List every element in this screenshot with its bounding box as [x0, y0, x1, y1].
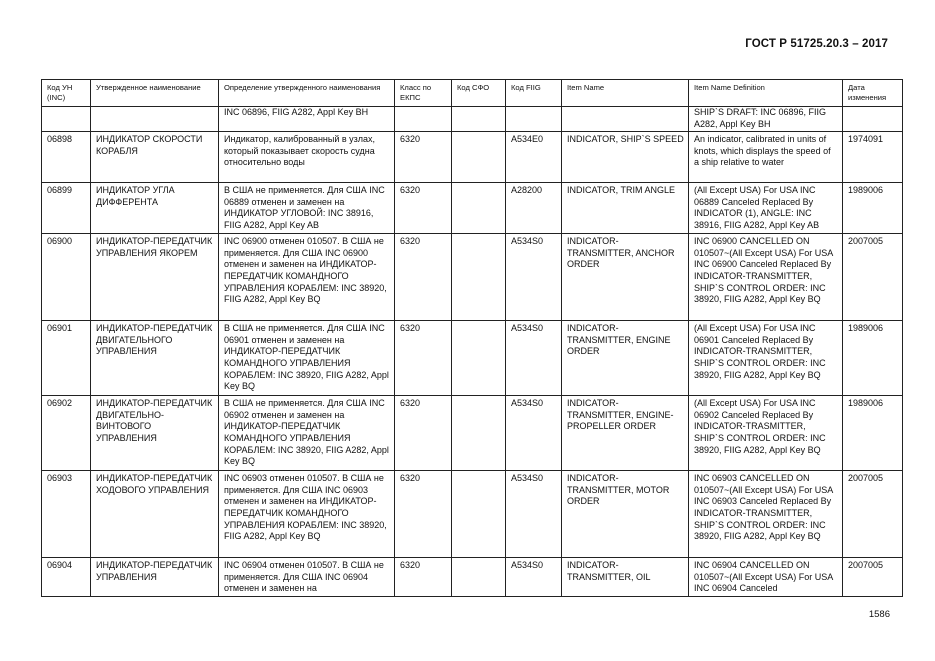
cell-sfo	[452, 558, 506, 597]
cell-item-definition: An indicator, calibrated in units of knots, which displays the speed of a ship relative to water	[689, 132, 843, 183]
cell-code: 06903	[42, 471, 91, 558]
cell-definition: INC 06904 отменен 010507. В США не применяется. Для США INC 06904 отменен и заменен на	[219, 558, 395, 597]
cell-name: ИНДИКАТОР-ПЕРЕДАТЧИК ДВИГАТЕЛЬНО-ВИНТОВОГО УПРАВЛЕНИЯ	[91, 396, 219, 471]
cell-ekps: 6320	[395, 183, 452, 234]
cell-ekps: 6320	[395, 234, 452, 321]
cell-fiig: A28200	[506, 183, 562, 234]
cell-sfo	[452, 107, 506, 132]
table-row	[42, 107, 903, 132]
cell-ekps	[395, 107, 452, 132]
cell-date: 1989006	[843, 321, 903, 396]
cell-code: 06902	[42, 396, 91, 471]
cell-code: 06899	[42, 183, 91, 234]
cell-item-definition: INC 06900 CANCELLED ON 010507~(All Except USA) For USA INC 06900 Canceled Replaced By INDICATOR-TRANSMITTER, SHIP`S CONTROL ORDER: INC 38920, FIIG A282, Appl Key BQ	[689, 234, 843, 321]
cell-item-definition: INC 06903 CANCELLED ON 010507~(All Except USA) For USA INC 06903 Canceled Replaced By INDICATOR-TRANSMITTER, SHIP`S CONTROL ORDER: INC 38920, FIIG A282, Appl Key BQ	[689, 471, 843, 558]
table-row	[42, 471, 903, 558]
cell-item-definition: (All Except USA) For USA INC 06902 Canceled Replaced By INDICATOR-TRASMITTER, SHIP`S CONTROL ORDER: INC 38920, FIIG A282, Appl Key BQ	[689, 396, 843, 471]
table-row	[42, 183, 903, 234]
cell-sfo	[452, 183, 506, 234]
cell-fiig: A534S0	[506, 396, 562, 471]
cell-item-definition: SHIP`S DRAFT: INC 06896, FIIG A282, Appl Key BH	[689, 107, 843, 132]
cell-ekps: 6320	[395, 558, 452, 597]
header-item-definition: Item Name Definition	[689, 80, 843, 107]
cell-ekps: 6320	[395, 471, 452, 558]
cell-code: 06901	[42, 321, 91, 396]
cell-sfo	[452, 396, 506, 471]
table-row	[42, 234, 903, 321]
cell-name: ИНДИКАТОР СКОРОСТИ КОРАБЛЯ	[91, 132, 219, 183]
cell-item-definition: (All Except USA) For USA INC 06901 Canceled Replaced By INDICATOR-TRANSMITTER, SHIP`S CONTROL ORDER: INC 38920, FIIG A282, Appl Key BQ	[689, 321, 843, 396]
cell-sfo	[452, 471, 506, 558]
cell-definition: В США не применяется. Для США INC 06902 отменен и заменен на ИНДИКАТОР-ПЕРЕДАТЧИК КОМАНДНОГО УПРАВЛЕНИЯ КОРАБЛЕМ: INC 38920, FIIG A282, Appl Key BQ	[219, 396, 395, 471]
cell-name: ИНДИКАТОР-ПЕРЕДАТЧИК УПРАВЛЕНИЯ ЯКОРЕМ	[91, 234, 219, 321]
cell-fiig	[506, 107, 562, 132]
standard-designation: ГОСТ Р 51725.20.3 – 2017	[745, 38, 888, 50]
cell-item-definition: INC 06904 CANCELLED ON 010507~(All Except USA) For USA INC 06904 Canceled	[689, 558, 843, 597]
cell-sfo	[452, 132, 506, 183]
cell-item-name: INDICATOR, SHIP`S SPEED	[562, 132, 689, 183]
header-name: Утвержденное наименование	[91, 80, 219, 107]
cell-name: ИНДИКАТОР-ПЕРЕДАТЧИК УПРАВЛЕНИЯ	[91, 558, 219, 597]
cell-item-name: INDICATOR, TRIM ANGLE	[562, 183, 689, 234]
header-item-name: Item Name	[562, 80, 689, 107]
cell-item-name: INDICATOR-TRANSMITTER, ENGINE-PROPELLER ORDER	[562, 396, 689, 471]
cell-code	[42, 107, 91, 132]
cell-sfo	[452, 321, 506, 396]
cell-ekps: 6320	[395, 321, 452, 396]
table-row	[42, 396, 903, 471]
table-header-row	[42, 80, 903, 107]
cell-fiig: A534S0	[506, 471, 562, 558]
cell-date: 1974091	[843, 132, 903, 183]
cell-definition: Индикатор, калиброванный в узлах, который показывает скорость судна относительно воды	[219, 132, 395, 183]
cell-item-name: INDICATOR-TRANSMITTER, MOTOR ORDER	[562, 471, 689, 558]
cell-definition: В США не применяется. Для США INC 06901 отменен и заменен на ИНДИКАТОР-ПЕРЕДАТЧИК КОМАНДНОГО УПРАВЛЕНИЯ КОРАБЛЕМ: INC 38920, FIIG A282, Appl Key BQ	[219, 321, 395, 396]
cell-name: ИНДИКАТОР УГЛА ДИФФЕРЕНТА	[91, 183, 219, 234]
cell-item-name	[562, 107, 689, 132]
cell-sfo	[452, 234, 506, 321]
header-code: Код УН (INC)	[42, 80, 91, 107]
cell-definition: INC 06896, FIIG A282, Appl Key BH	[219, 107, 395, 132]
cell-fiig: A534S0	[506, 558, 562, 597]
table-row	[42, 321, 903, 396]
cell-date: 2007005	[843, 471, 903, 558]
cell-item-definition: (All Except USA) For USA INC 06889 Canceled Replaced By INDICATOR (1), ANGLE: INC 38916, FIIG A282, Appl Key AB	[689, 183, 843, 234]
cell-fiig: A534S0	[506, 234, 562, 321]
header-date: Дата изменения	[843, 80, 903, 107]
cell-code: 06900	[42, 234, 91, 321]
cell-name: ИНДИКАТОР-ПЕРЕДАТЧИК ДВИГАТЕЛЬНОГО УПРАВЛЕНИЯ	[91, 321, 219, 396]
cell-definition: В США не применяется. Для США INC 06889 отменен и заменен на ИНДИКАТОР УГЛОВОЙ: INC 38916, FIIG A282, Appl Key AB	[219, 183, 395, 234]
page-number: 1586	[868, 609, 890, 620]
cell-name: ИНДИКАТОР-ПЕРЕДАТЧИК ХОДОВОГО УПРАВЛЕНИЯ	[91, 471, 219, 558]
cell-date: 1989006	[843, 183, 903, 234]
cell-date: 2007005	[843, 558, 903, 597]
cell-name	[91, 107, 219, 132]
cell-item-name: INDICATOR-TRANSMITTER, ENGINE ORDER	[562, 321, 689, 396]
header-fiig: Код FIIG	[506, 80, 562, 107]
header-sfo: Код СФО	[452, 80, 506, 107]
cell-date	[843, 107, 903, 132]
cell-ekps: 6320	[395, 396, 452, 471]
header-ekps: Класс по ЕКПС	[395, 80, 452, 107]
table-row	[42, 558, 903, 597]
table-row	[42, 132, 903, 183]
cell-item-name: INDICATOR-TRANSMITTER, OIL	[562, 558, 689, 597]
cell-definition: INC 06903 отменен 010507. В США не применяется. Для США INC 06903 отменен и заменен на ИНДИКАТОР-ПЕРЕДАТЧИК КОМАНДНОГО УПРАВЛЕНИЯ КОРАБЛЕМ: INC 38920, FIIG A282, Appl Key BQ	[219, 471, 395, 558]
item-name-register-table	[41, 79, 903, 597]
cell-ekps: 6320	[395, 132, 452, 183]
cell-code: 06898	[42, 132, 91, 183]
cell-item-name: INDICATOR-TRANSMITTER, ANCHOR ORDER	[562, 234, 689, 321]
header-definition: Определение утвержденного наименования	[219, 80, 395, 107]
cell-fiig: A534S0	[506, 321, 562, 396]
cell-fiig: A534E0	[506, 132, 562, 183]
cell-definition: INC 06900 отменен 010507. В США не применяется. Для США INC 06900 отменен и заменен на ИНДИКАТОР-ПЕРЕДАТЧИК КОМАНДНОГО УПРАВЛЕНИЯ КОРАБЛЕМ: INC 38920, FIIG A282, Appl Key BQ	[219, 234, 395, 321]
cell-date: 1989006	[843, 396, 903, 471]
cell-date: 2007005	[843, 234, 903, 321]
cell-code: 06904	[42, 558, 91, 597]
